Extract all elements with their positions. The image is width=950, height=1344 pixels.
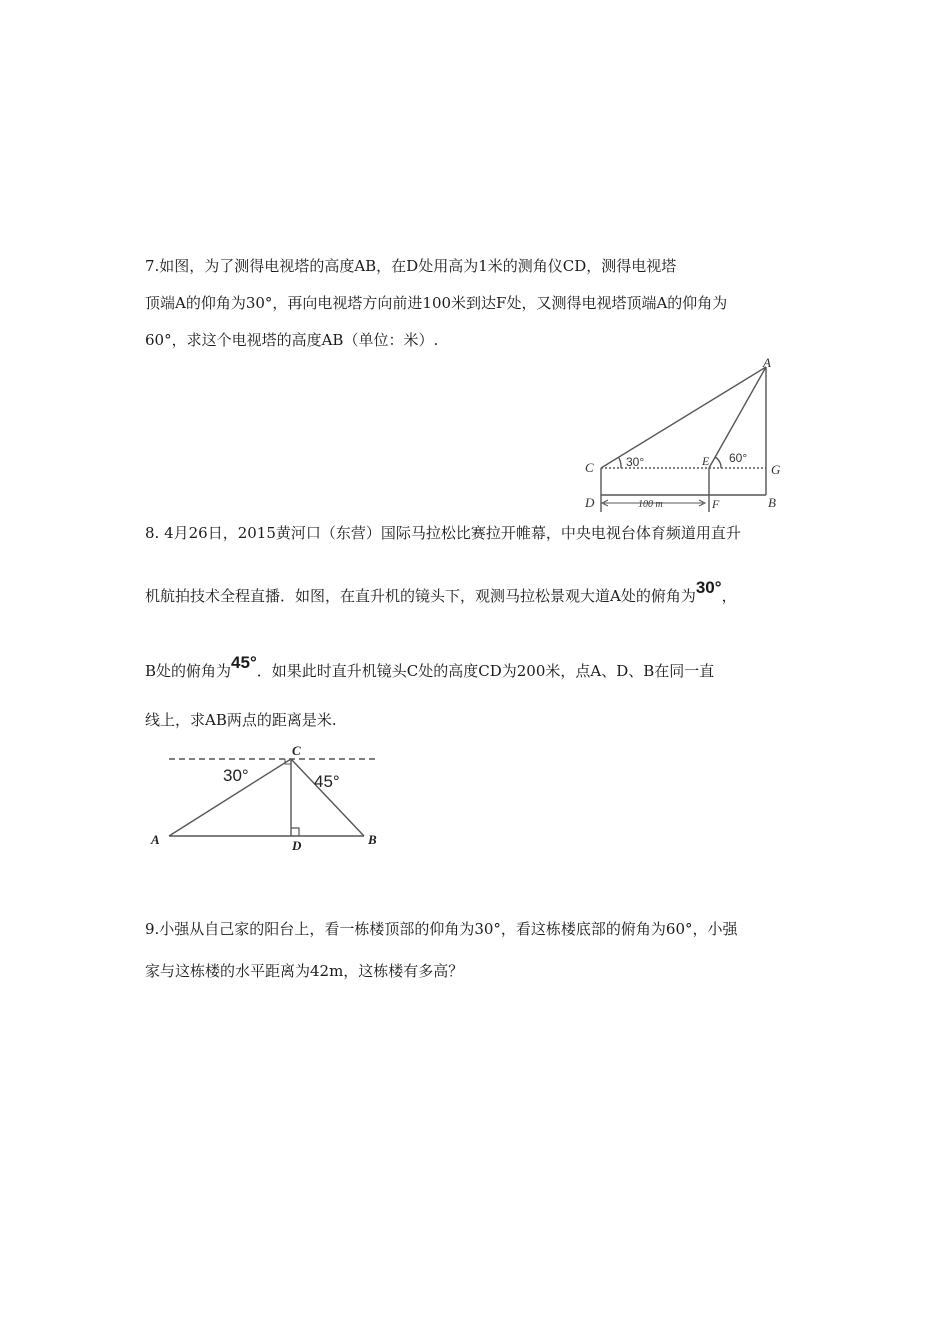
label-c: C [585, 460, 594, 475]
q8-line-3 [145, 653, 715, 681]
q7-line-1 [145, 256, 676, 276]
q7-figure [578, 355, 818, 515]
q8-text-4: 线上，求AB两点的距离是米. [145, 711, 337, 729]
label-f: F [712, 497, 720, 511]
angle-arc-30 [619, 458, 621, 468]
q8-line-2 [145, 578, 737, 606]
q9-text-1: 9.小强从自己家的阳台上，看一栋楼顶部的仰角为30°，看这栋楼底部的俯角为60°，小强 [145, 920, 738, 938]
distance-label: 100 m [638, 499, 663, 510]
q7-text-1: 7.如图，为了测得电视塔的高度AB，在D处用高为1米的测角仪CD，测得电视塔 [145, 257, 677, 275]
q9-line-2 [145, 961, 463, 981]
q7-text-2: 顶端A的仰角为30°，再向电视塔方向前进100米到达F处，又测得电视塔顶端A的仰角为 [145, 294, 728, 312]
q8-text-3b: ．如果此时直升机镜头C处的高度CD为200米，点A、D、B在同一直 [256, 662, 715, 680]
label-d: D [585, 495, 595, 510]
label-a: A [151, 832, 160, 847]
degree-45-image: 45° [231, 653, 257, 672]
q8-figure [145, 743, 395, 858]
label-d: D [292, 838, 302, 853]
label-e: E [702, 454, 710, 468]
q8-text-2b: ， [721, 587, 737, 605]
q7-line-3 [145, 330, 438, 350]
degree-30-image: 30° [695, 578, 722, 597]
label-b: B [368, 832, 377, 847]
label-a: A [763, 355, 771, 370]
q8-text-2a: 机航拍技术全程直播．如图，在直升机的镜头下，观测马拉松景观大道A处的俯角为 [145, 587, 696, 605]
q7-text-3: 60°，求这个电视塔的高度AB（单位：米）. [145, 331, 439, 349]
angle-label-30: 30° [223, 766, 249, 785]
label-c: C [292, 743, 301, 758]
angle-label-60: 60° [729, 451, 748, 465]
label-g: G [771, 462, 781, 477]
angle-label-45: 45° [314, 772, 340, 791]
q8-text-3a: B处的俯角为 [145, 662, 232, 680]
q9-line-1 [145, 919, 738, 939]
angle-arc-60 [715, 457, 721, 468]
q7-line-2 [145, 293, 727, 313]
label-b: B [768, 495, 776, 510]
q8-text-1: 8. 4月26日，2015黄河口（东营）国际马拉松比赛拉开帷幕，中央电视台体育频道用直升 [145, 524, 741, 542]
angle-label-30: 30° [626, 455, 645, 469]
q8-line-4 [145, 710, 337, 730]
right-angle-mark [291, 828, 299, 836]
q8-line-1 [145, 523, 741, 543]
q9-text-2: 家与这栋楼的水平距离为42m，这栋楼有多高？ [145, 962, 464, 980]
line-cb [291, 759, 364, 836]
